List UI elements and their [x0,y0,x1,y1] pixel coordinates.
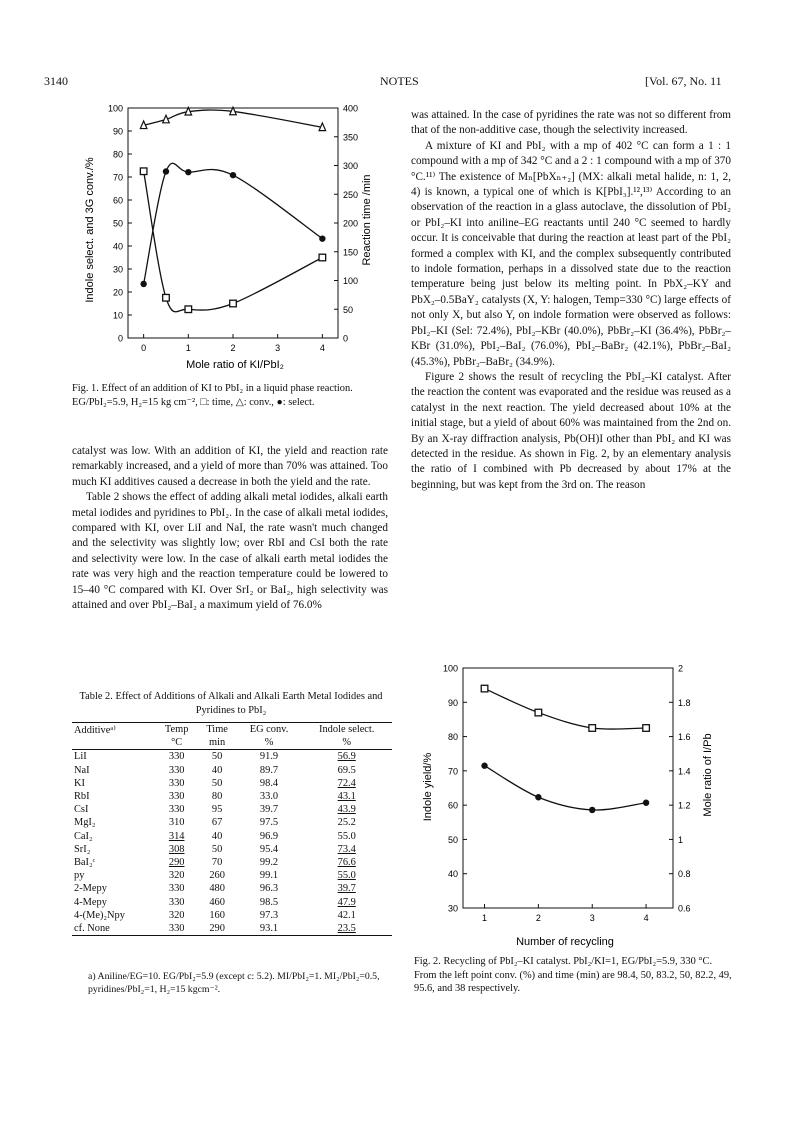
right-paragraph-1: was attained. In the case of pyridines the rate was not so different from that of the non-additive case, though the selectivity increased. [411,109,731,137]
figure-2-chart [415,660,740,955]
table-cell: 310 [168,817,185,829]
fig1-series-line-square [144,171,323,312]
table-cell-additive: MgI₂ [74,817,96,829]
table-cell: 96.9 [259,830,279,842]
fig1-point-square [319,254,326,261]
fig1-y-right-tick-label: 350 [343,132,359,143]
fig2-y-right-tick-label: 1.8 [678,697,691,708]
table-cell: 76.6 [337,856,356,868]
table-cell-additive: cf. None [74,922,110,934]
table-cell-additive: KI [74,777,85,789]
table-cell: 39.7 [337,883,356,895]
table-cell: 480 [209,883,225,895]
fig2-point-square [643,725,650,732]
fig1-y-right-tick-label: 400 [343,103,359,114]
table-cell-additive: 4-(Me)₂Npy [74,909,125,921]
table-cell: 260 [209,870,225,882]
fig1-y-right-tick-label: 100 [343,276,359,286]
fig2-y-right-label: Mole ratio of I/Pb [702,733,714,817]
fig1-caption-label: Fig. 1. [72,383,99,394]
table-cell-additive: 2-Mepy [74,883,107,895]
table-cell: 47.9 [337,896,356,908]
fig2-point-square [535,709,542,716]
fig2-plot-frame [463,668,673,908]
table-cell: 330 [168,777,185,789]
table-cell: 160 [209,909,225,921]
table-cell-additive: CaI₂ [74,830,93,842]
fig2-point-circle [535,794,541,800]
fig2-y-left-tick-label: 70 [447,766,458,777]
table-cell: 55.0 [337,870,356,882]
table-cell: 314 [168,830,185,842]
figure-2-caption [414,955,734,996]
fig1-point-circle [230,172,236,178]
table-cell: 93.1 [259,922,279,934]
table-cell: 67 [211,817,223,829]
fig2-caption-label: Fig. 2. [414,956,441,967]
fig1-x-tick-label: 3 [275,343,281,353]
fig2-series-line-square [485,689,647,730]
fig1-caption-text: Effect of an addition of KI to PbI₂ in a liquid phase reaction. EG/PbI₂=5.9, H₂=15 kg cm⁻², □: time, △: conv., ●: select. [72,383,353,408]
table-cell: 330 [168,764,185,776]
fig2-x-tick-label: 3 [589,913,595,923]
table-cell: 72.4 [337,777,356,789]
table-cell: 40 [211,764,223,776]
table-cell: 39.7 [259,804,279,816]
table-cell-additive: py [74,870,85,882]
fig1-y-right-tick-label: 200 [343,218,359,229]
table-cell: 308 [168,843,185,855]
figure-1-chart [80,100,380,380]
table-cell: 50 [211,843,223,855]
table-cell: 98.4 [259,777,279,789]
table-cell: 56.9 [337,751,356,763]
fig1-point-square [163,294,170,301]
fig2-caption-text: Recycling of PbI₂–KI catalyst. PbI₂/KI=1, EG/PbI₂=5.9, 330 °C. From the left point conv. (%) and time (min) are 98.4, 50, 83.2, 50, 82.2, 49, 95.6, and 38 respectively. [414,956,732,995]
fig1-x-tick-label: 4 [319,343,325,353]
table-header: Temp [164,724,189,736]
fig2-y-left-tick-label: 30 [447,903,458,914]
left-column-text [72,444,388,613]
table-cell: 290 [209,922,225,934]
fig2-point-circle [589,807,595,813]
fig2-point-circle [643,800,649,806]
fig2-y-left-label: Indole yield/% [422,752,434,822]
table-row [72,803,392,816]
fig1-y-left-tick-label: 20 [112,287,123,298]
table-row [72,843,392,856]
table-cell: 70 [211,856,223,868]
table-2 [72,722,392,936]
fig2-y-left-tick-label: 80 [447,732,458,743]
right-paragraph-3: Figure 2 shows the result of recycling the PbI₂–KI catalyst. After the reaction the content was evaporated and the residue was reused as a catalyst in the next reaction. The yield decreased about 10% at the initial stage, but a yield of about 60% was maintained from the 2nd on. By an X-ray diffraction analysis, Pb(OH)I other than PbI₂ and KI was detected in the residue. As shown in Fig. 2, by an elementary analysis the ratio of I combined with Pb decreased by about 17% at the beginning, but was kept from the 3rd on. The reason [411,370,731,491]
table-row [72,777,392,790]
fig1-y-right-tick-label: 50 [343,304,354,315]
table-cell: 50 [211,751,223,763]
table-cell: 25.2 [337,817,356,829]
table-row [72,830,392,843]
table-cell: 290 [168,856,185,868]
table-unit [72,736,156,750]
fig1-y-right-tick-label: 150 [343,247,359,258]
table-unit: % [264,737,274,749]
table-cell: 95 [211,804,223,816]
table-row [72,816,392,829]
fig2-y-right-tick-label: 1.4 [678,766,691,777]
table-row [72,856,392,869]
fig2-point-square [589,725,596,732]
table-cell: 40 [211,830,223,842]
table-cell-additive: BaI₂ᶜ [74,856,96,868]
fig2-x-tick-label: 1 [482,913,488,923]
table-cell: 91.9 [259,751,279,763]
table-cell: 23.5 [337,922,356,934]
table-2-title: Table 2. Effect of Additions of Alkali and Alkali Earth Metal Iodides and Pyridines to PbI₂ [79,691,383,716]
fig2-y-right-tick-label: 1.6 [678,732,691,743]
table-cell: 73.4 [337,843,356,855]
table-cell: 330 [168,922,185,934]
fig1-y-left-tick-label: 80 [112,149,123,160]
table-header: Time [206,724,228,736]
fig1-y-left-tick-label: 70 [112,172,123,183]
fig2-point-circle [481,763,487,769]
fig1-point-square [230,300,237,307]
table-cell-additive: CsI [74,804,89,816]
table-cell: 89.7 [259,764,279,776]
table-cell: 98.5 [259,896,279,908]
fig1-x-tick-label: 0 [141,343,147,353]
fig1-point-circle [140,281,146,287]
fig1-x-tick-label: 1 [185,343,191,353]
page-number: 3140 [44,74,68,88]
fig1-point-square [140,168,147,175]
fig1-y-left-tick-label: 30 [112,264,123,275]
table-cell-additive: 4-Mepy [74,896,107,908]
table-unit: °C [171,737,183,749]
table-cell: 43.9 [337,804,356,816]
table-cell: 330 [168,804,185,816]
table-cell: 55.0 [337,830,356,842]
table-cell: 330 [168,751,185,763]
table-cell: 99.1 [259,870,279,882]
table-row [72,790,392,803]
left-paragraph-2: Table 2 shows the effect of adding alkali metal iodides, alkali earth metal iodides and pyridines to PbI₂. In the case of alkali metal iodides, compared with KI, over LiI and NaI, the rate wasn't much changed and the selectivity was slightly low; over RbI and CsI both the rate and selectivity were low. In the case of alkali earth metal iodides the rate was very high and the reaction temperature could be lowered to 15–40 °C compared with KI. Over SrI₂ or BaI₂, high selectivity was attained and over PbI₂–BaI₂ a maximum yield of 76.0% [72,491,388,612]
fig1-y-left-tick-label: 60 [112,195,123,206]
fig1-y-left-tick-label: 0 [117,333,123,344]
table-row [72,750,392,764]
table-cell: 97.3 [259,909,279,921]
table-row [72,922,392,936]
right-paragraph-2: A mixture of KI and PbI₂ with a mp of 402 °C can form a 1 : 1 compound with a mp of 342 °C and a 2 : 1 compound with a mp of 370 °C.¹¹⁾ The existence of Mₙ[PbXₙ₊₂] (MX: alkali metal halide, n: 1, 2, 4) is known, a typical one of which is K[PbI₃].¹²,¹³⁾ According to an observation of the reaction in a glass autoclave, the dissolution of PbI₂ or PbI₂–KI into aniline–EG reactants until 240 °C seemed to hardly occur. It is conceivable that during the reaction at least part of the PbI₂ formed a complex with KI, and the complex subsequently contributed to indole formation, perhaps in a dissolved state due to the reaction temperature being just below its melting point. In PbX₂–KY and PbX₂–0.5BaY₂ catalysts (X, Y: halogen, Temp=330 °C) large effects of not only X, but also Y, on indole formation were observed as follows: PbI₂–KI (Sel: 72.4%), PbI₂–KBr (40.0%), PbBr₂–KI (36.4%), PbBr₂–KBr (31.0%), PbI₂–BaI₂ (76.0%), PbI₂–BaBr₂ (42.1%), PbBr₂–BaI₂ (45.3%), PbBr₂–BaBr₂ (34.9%). [411,139,731,368]
table-cell: 50 [211,777,223,789]
table-cell: 330 [168,791,185,803]
table-cell-additive: SrI₂ [74,843,91,855]
table-row [72,909,392,922]
table-2-footnote: a) Aniline/EG=10. EG/PbI₂=5.9 (except c: 5.2). MI/PbI₂=1. MI₂/PbI₂=0.5, pyridines/PbI₂=1, H₂=15 kgcm⁻². [88,971,380,995]
fig2-x-tick-label: 4 [643,913,649,923]
fig1-y-right-tick-label: 0 [343,333,349,344]
table-row [72,869,392,882]
fig2-y-left-tick-label: 40 [447,869,458,880]
fig2-x-label: Number of recycling [516,936,614,948]
table-cell: 97.5 [259,817,279,829]
fig2-point-square [481,685,488,692]
table-cell: 95.4 [259,843,279,855]
fig1-x-tick-label: 2 [230,343,236,353]
fig1-x-label: Mole ratio of KI/PbI₂ [186,359,284,371]
table-header: EG conv. [249,724,289,736]
fig1-series-line-circle [144,163,323,284]
table-cell: 69.5 [337,764,356,776]
fig1-point-circle [319,235,325,241]
table-cell: 99.2 [259,856,279,868]
fig1-y-left-tick-label: 100 [107,103,123,114]
fig2-y-right-tick-label: 1 [678,834,684,845]
table-cell: 320 [168,870,185,882]
table-unit: % [342,737,352,749]
volume-info: [Vol. 67, No. 11 [645,74,722,88]
table-cell: 96.3 [259,883,279,895]
fig1-point-circle [185,169,191,175]
fig1-point-square [185,306,192,313]
fig2-series-line-circle [485,766,647,810]
fig2-y-right-tick-label: 0.8 [678,869,691,880]
fig2-y-right-tick-label: 2 [678,663,684,674]
fig1-y-right-tick-label: 300 [343,161,359,171]
table-cell-additive: NaI [74,764,90,776]
running-head: NOTES [380,74,419,88]
fig2-y-left-tick-label: 100 [442,663,458,674]
table-row [72,882,392,895]
fig2-y-right-tick-label: 1.2 [678,800,691,811]
table-unit: min [209,737,226,749]
table-cell: 330 [168,896,185,908]
table-cell: 33.0 [259,791,279,803]
table-row [72,895,392,908]
figure-1-caption [72,382,387,409]
table-cell: 460 [209,896,225,908]
left-paragraph-1: catalyst was low. With an addition of KI, the yield and reaction rate remarkably increased, and a yield of more than 70% was attained. Too much KI additives caused a decrease in both the yield and the rate. [72,445,388,488]
table-header: Indole select. [319,724,375,736]
fig1-y-left-tick-label: 50 [112,218,123,229]
fig2-y-left-tick-label: 90 [447,697,458,708]
fig2-y-left-tick-label: 60 [447,800,458,811]
right-column-text [411,108,731,493]
fig1-y-left-tick-label: 10 [112,310,123,321]
fig1-y-left-tick-label: 40 [112,241,123,252]
fig1-point-circle [163,168,169,174]
table-cell: 330 [168,883,185,895]
table-cell: 42.1 [337,909,356,921]
fig1-y-right-label: Reaction time /min [361,174,373,266]
table-cell-additive: LiI [74,751,87,763]
table-header: Additiveᵃ⁾ [74,724,116,736]
table-cell: 80 [211,791,223,803]
table-cell: 43.1 [337,791,356,803]
fig2-x-tick-label: 2 [535,913,541,923]
table-cell-additive: RbI [74,791,90,803]
fig2-y-left-tick-label: 50 [447,834,458,845]
table-row [72,764,392,777]
fig2-y-right-tick-label: 0.6 [678,903,691,914]
fig1-y-left-label: Indole select. and 3G conv./% [84,157,96,303]
fig1-y-right-tick-label: 250 [343,189,359,200]
table-cell: 320 [168,909,185,921]
fig1-y-left-tick-label: 90 [112,126,123,137]
